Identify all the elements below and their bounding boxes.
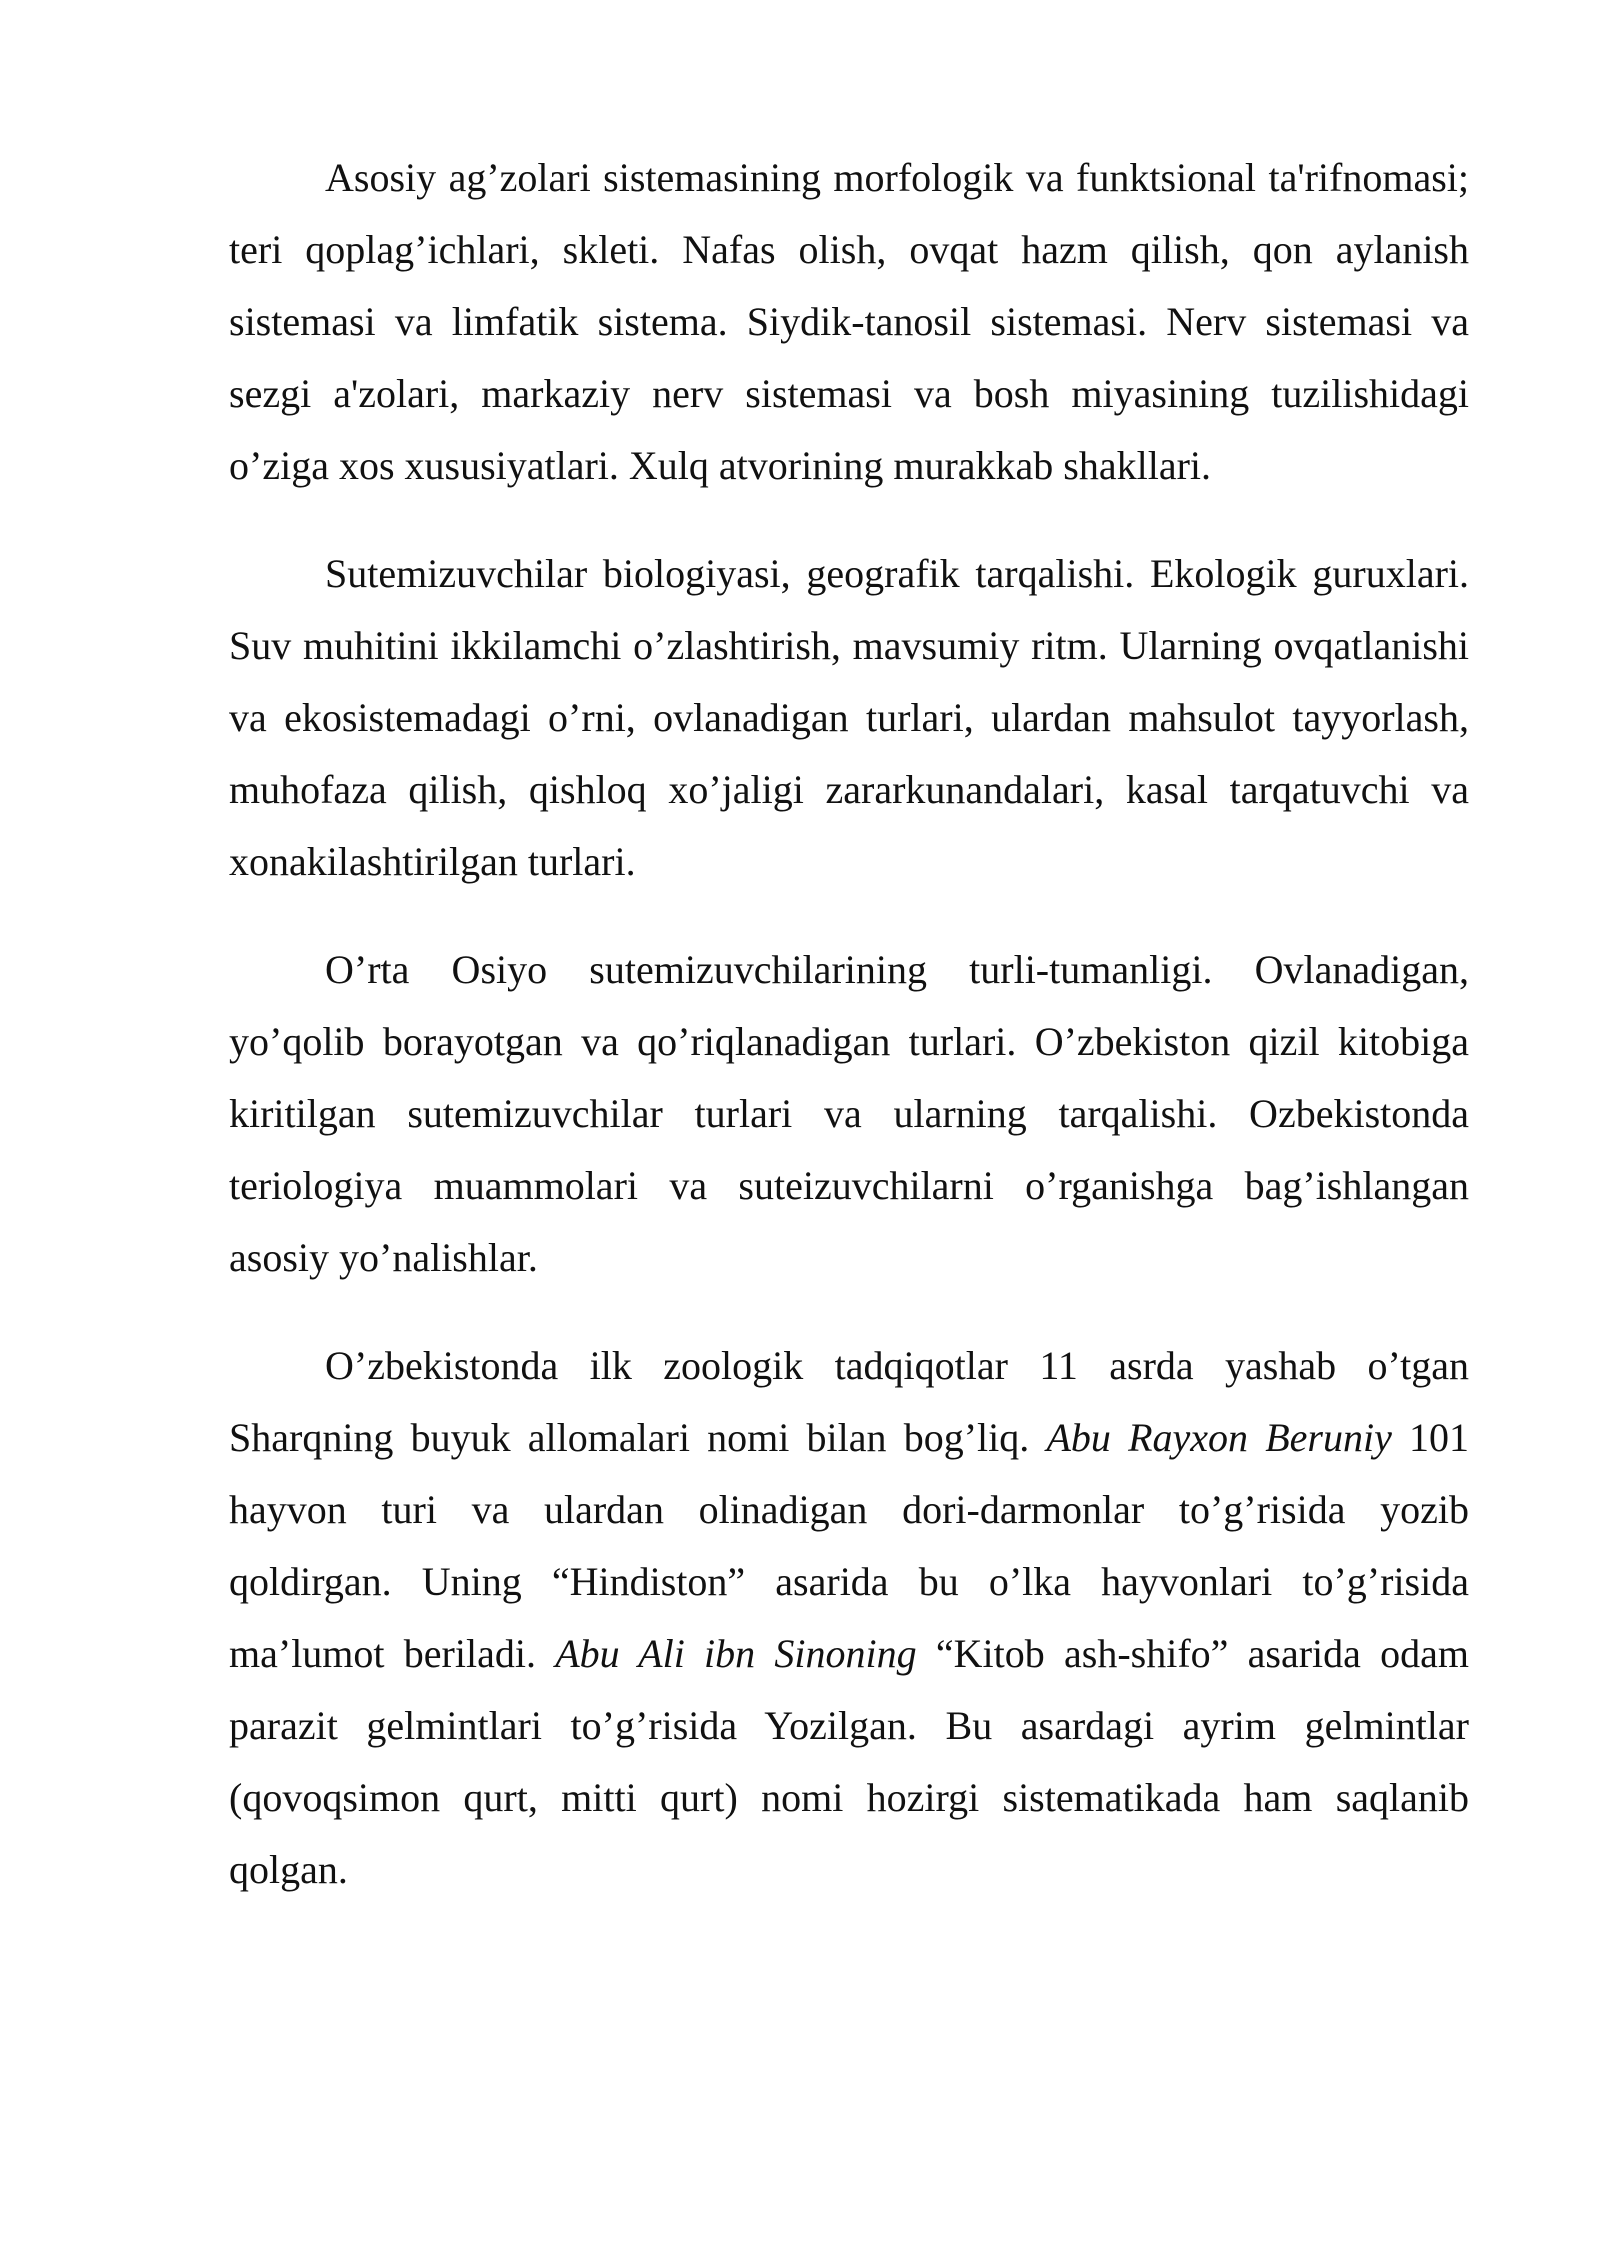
paragraph-history xyxy=(229,1330,1469,1906)
history-text-part-3: “Kitob ash-shifo” asarida odam parazit gelmintlari to’g’risida Yozilgan. Bu asardagi ayrim gelmintlar (qovoqsimon qurt, mitti qurt) nomi hozirgi sistematikada ham saqlanib qolgan. xyxy=(229,1631,1470,1892)
history-text-part-1: O’zbekistonda ilk zoologik tadqiqotlar 11 asrda yashab o’tgan Sharqning buyuk allomalari nomi bilan bog’liq. xyxy=(229,1343,1469,1460)
history-text-part-2: 101 hayvon turi va ulardan olinadigan dori-darmonlar to’g’risida yozib qoldirgan. Uning “Hindiston” asarida bu o’lka hayvonlari to’g’risida ma’lumot beriladi. xyxy=(229,1415,1470,1676)
paragraph-central-asia: O’rta Osiyo sutemizuvchilarining turli-tumanligi. Ovlanadigan, yo’qolib borayotgan va qo’riqlanadigan turlari. O’zbekiston qizil kitobiga kiritilgan sutemizuvchilar turlari va ularning tarqalishi. Ozbekistonda teriologiya muammolari va suteizuvchilarni o’rganishga bag’ishlangan asosiy yo’nalishlar. xyxy=(229,947,1469,1280)
document-body xyxy=(229,142,1469,1906)
paragraph-anatomy: Asosiy ag’zolari sistemasining morfologik va funktsional ta'rifnomasi; teri qoplag’ichlari, skleti. Nafas olish, ovqat hazm qilish, qon aylanish sistemasi va limfatik sistema. Siydik-tanosil sistemasi. Nerv sistemasi va sezgi a'zolari, markaziy nerv sistemasi va bosh miyasining tuzilishidagi o’ziga xos xususiyatlari. Xulq atvorining murakkab shakllari. xyxy=(229,155,1469,488)
author-beruniy: Abu Rayxon Beruniy xyxy=(1046,1415,1392,1460)
author-ibn-sino: Abu Ali ibn Sinoning xyxy=(555,1631,917,1676)
paragraph-biology: Sutemizuvchilar biologiyasi, geografik tarqalishi. Ekologik guruxlari. Suv muhitini ikkilamchi o’zlashtirish, mavsumiy ritm. Ularning ovqatlanishi va ekosistemadagi o’rni, ovlanadigan turlari, ulardan mahsulot tayyorlash, muhofaza qilish, qishloq xo’jaligi zararkunandalari, kasal tarqatuvchi va xonakilashtirilgan turlari. xyxy=(229,551,1469,884)
